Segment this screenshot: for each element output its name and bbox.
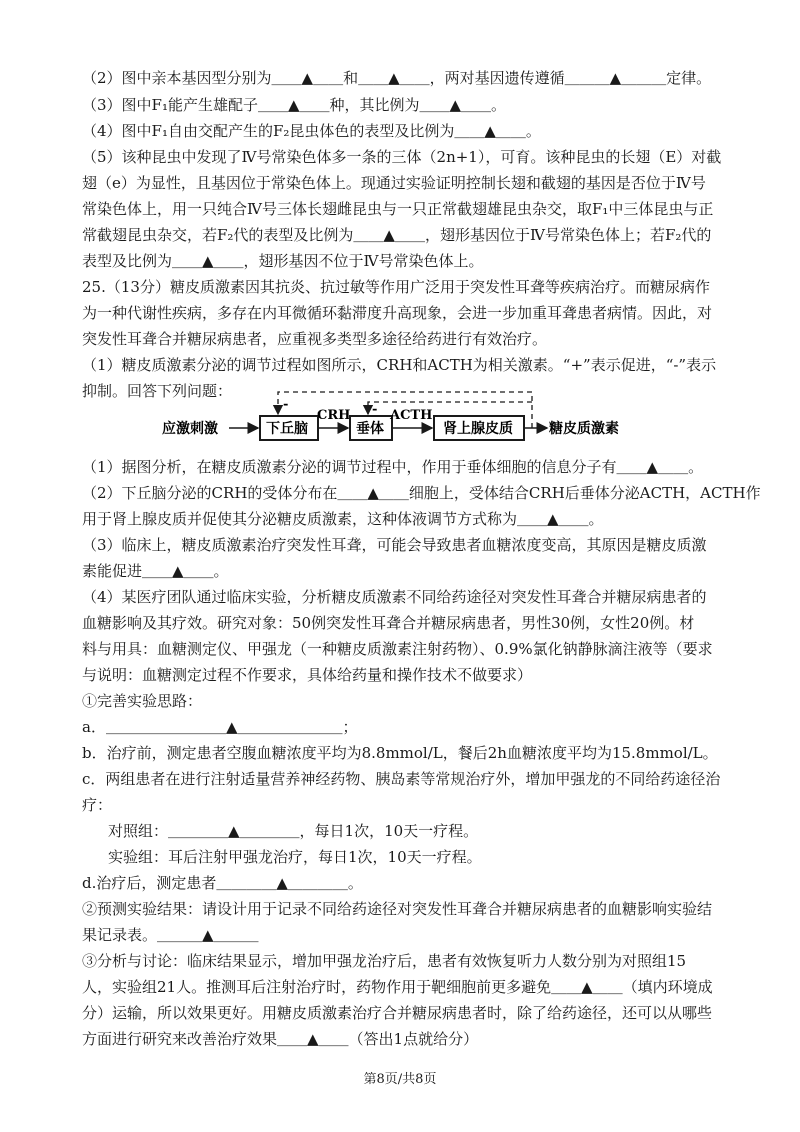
question-25-q3b: 素能促进＿＿▲＿＿。 bbox=[82, 562, 229, 580]
question-25-part1-b: 抑制。回答下列问题： bbox=[82, 382, 233, 400]
experiment-step-b: b．治疗前，测定患者空腹血糖浓度平均为8.8mmol/L，餐后2h血糖浓度平均为15.8mmol/L。 bbox=[82, 744, 718, 762]
glucocorticoid-label: 糖皮质激素 bbox=[549, 421, 619, 437]
question-25-q1: （1）据图分析，在糖皮质激素分泌的调节过程中，作用于垂体细胞的信息分子有＿＿▲＿＿。 bbox=[82, 458, 704, 476]
question-25-q2a: （2）下丘脑分泌的CRH的受体分布在＿＿▲＿＿细胞上，受体结合CRH后垂体分泌ACTH，ACTH作 bbox=[82, 484, 761, 502]
feedback-to-pituitary bbox=[368, 402, 532, 414]
pituitary-label: 垂体 bbox=[356, 421, 384, 437]
minus-sign-hypothalamus: - bbox=[283, 397, 289, 412]
experiment-step-c: c．两组患者在进行注射适量营养神经药物、胰岛素等常规治疗外，增加甲强龙的不同给药途径治 bbox=[82, 770, 721, 788]
experiment-step-c-cont: 疗： bbox=[82, 796, 113, 814]
question-25-q4b: 血糖影响及其疗效。研究对象：50例突发性耳聋合并糖尿病患者，男性30例，女性20例。材 bbox=[82, 614, 695, 632]
page-number: 第8页/共8页 bbox=[363, 1072, 437, 1087]
pituitary-box bbox=[350, 416, 392, 440]
adrenal-label: 肾上腺皮质 bbox=[443, 421, 513, 437]
acth-label: ACTH bbox=[390, 408, 433, 423]
experiment-step-d: d.治疗后，测定患者＿＿＿＿▲＿＿＿＿。 bbox=[82, 874, 363, 892]
question-25-q4c: 料与用具：血糖测定仪、甲强龙（一种糖皮质激素注射药物）、0.9%氯化钠静脉滴注液等（要求 bbox=[82, 640, 713, 658]
question-25-q4a: （4）某医疗团队通过临床实验，分析糖皮质激素不同给药途径对突发性耳聋合并糖尿病患者的 bbox=[82, 588, 707, 606]
question-25-intro-b: 为一种代谢性疾病，多存在内耳微循环黏滞度升高现象，会进一步加重耳聋患者病情。因此，对 bbox=[82, 304, 713, 322]
minus-sign-pituitary: - bbox=[372, 402, 378, 417]
analysis-d: 方面进行研究来改善治疗效果＿＿▲＿＿（答出1点就给分） bbox=[82, 1030, 479, 1048]
crh-label: CRH bbox=[317, 408, 351, 423]
adrenal-box bbox=[434, 416, 524, 440]
hypothalamus-box bbox=[260, 416, 318, 440]
question-line-q24-5c: 常染色体上，用一只纯合Ⅳ号三体长翅雌昆虫与一只正常截翅雄昆虫杂交，取F₁中三体昆虫与正 bbox=[82, 200, 714, 218]
question-line-q24-3: （3）图中F₁能产生雄配子＿＿▲＿＿种，其比例为＿＿▲＿＿。 bbox=[82, 96, 507, 114]
analysis-b: 人，实验组21人。推测耳后注射治疗时，药物作用于靶细胞前更多避免＿＿▲＿＿（填内环境成 bbox=[82, 978, 713, 996]
experiment-step-a: a．＿＿＿＿＿＿＿＿▲＿＿＿＿＿＿＿； bbox=[82, 718, 358, 736]
question-line-q24-5b: 翅（e）为显性，且基因位于常染色体上。现通过实验证明控制长翅和截翅的基因是否位于Ⅳ号 bbox=[82, 174, 706, 192]
predict-results-b: 果记录表。＿＿＿▲＿＿＿ bbox=[82, 926, 259, 944]
question-25-heading: 25.（13分）糖皮质激素因其抗炎、抗过敏等作用广泛用于突发性耳聋等疾病治疗。而糖尿病作 bbox=[82, 278, 710, 296]
question-25-part1-a: （1）糖皮质激素分泌的调节过程如图所示，CRH和ACTH为相关激素。“+”表示促进，“-”表示 bbox=[82, 356, 717, 374]
question-25-q4d: 与说明：血糖测定过程不作要求，具体给药量和操作技术不做要求） bbox=[82, 666, 533, 684]
experiment-plan-heading: ①完善实验思路： bbox=[82, 692, 203, 710]
question-25-q3a: （3）临床上，糖皮质激素治疗突发性耳聋，可能会导致患者血糖浓度变高，其原因是糖皮质激 bbox=[82, 536, 707, 554]
hypothalamus-label: 下丘脑 bbox=[266, 421, 308, 437]
question-25-intro-c: 突发性耳聋合并糖尿病患者，应重视多类型多途径给药进行有效治疗。 bbox=[82, 330, 548, 348]
question-line-q24-5d: 常截翅昆虫杂交，若F₂代的表型及比例为＿＿▲＿＿，翅形基因位于Ⅳ号常染色体上；若F₂代的 bbox=[82, 226, 712, 244]
analysis-c: 分）运输，所以效果更好。用糖皮质激素治疗合并糖尿病患者时，除了给药途径，还可以从哪些 bbox=[82, 1004, 713, 1022]
question-line-q24-5e: 表型及比例为＿＿▲＿＿，翅形基因不位于Ⅳ号常染色体上。 bbox=[82, 252, 484, 270]
question-line-q24-5a: （5）该种昆虫中发现了Ⅳ号常染色体多一条的三体（2n+1），可育。该种昆虫的长翅（E）对截 bbox=[82, 148, 722, 166]
experiment-group-line: 实验组：耳后注射甲强龙治疗，每日1次，10天一疗程。 bbox=[108, 848, 482, 866]
analysis-a: ③分析与讨论：临床结果显示，增加甲强龙治疗后，患者有效恢复听力人数分别为对照组15 bbox=[82, 952, 687, 970]
control-group-line: 对照组：＿＿＿＿▲＿＿＿＿，每日1次，10天一疗程。 bbox=[108, 822, 479, 840]
question-line-q24-2: （2）图中亲本基因型分别为＿＿▲＿＿和＿＿▲＿＿，两对基因遗传遵循＿＿＿▲＿＿＿定律。 bbox=[82, 69, 712, 87]
stimulus-label: 应激刺激 bbox=[162, 421, 218, 437]
question-25-q2b: 用于肾上腺皮质并促使其分泌糖皮质激素，这种体液调节方式称为＿＿▲＿＿。 bbox=[82, 510, 604, 528]
question-line-q24-4: （4）图中F₁自由交配产生的F₂昆虫体色的表型及比例为＿＿▲＿＿。 bbox=[82, 122, 541, 140]
predict-results-a: ②预测实验结果：请设计用于记录不同给药途径对突发性耳聋合并糖尿病患者的血糖影响实验结 bbox=[82, 900, 713, 918]
